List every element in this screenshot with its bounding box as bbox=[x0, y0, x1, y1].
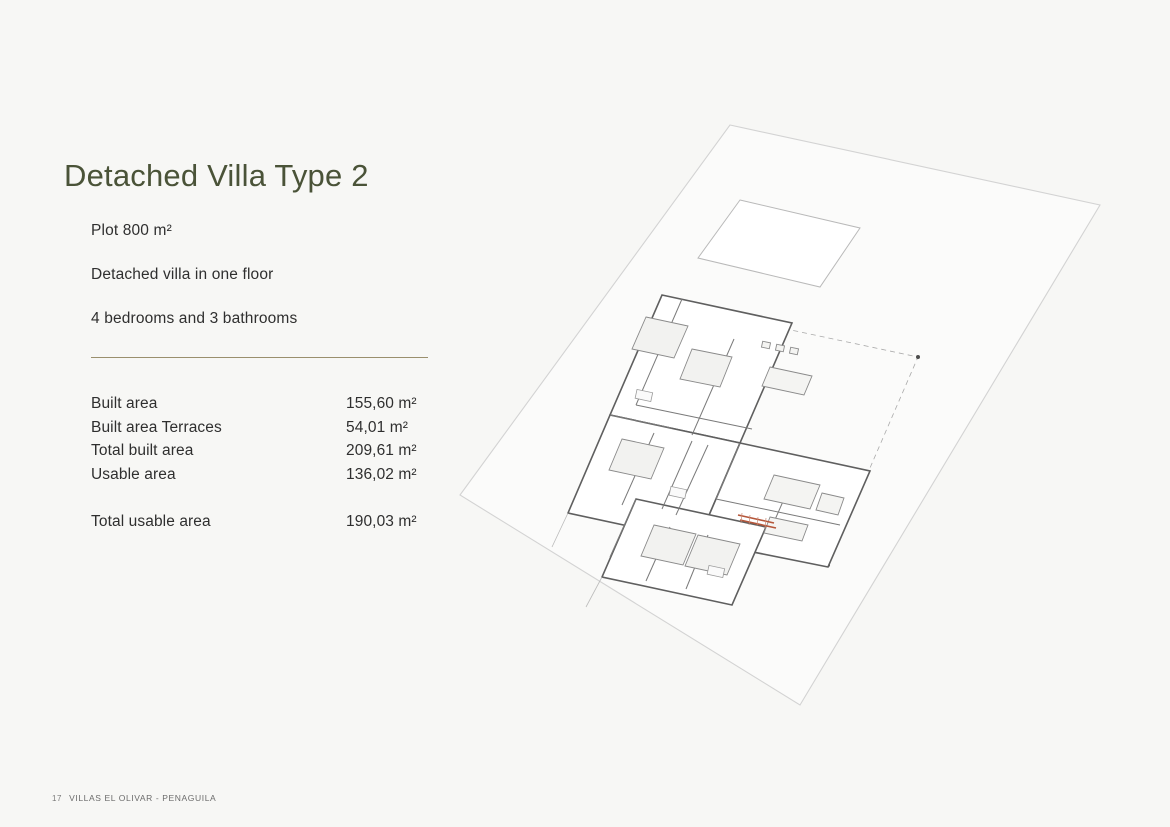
footer-text: VILLAS EL OLIVAR - PENAGUILA bbox=[69, 793, 217, 803]
table-row bbox=[91, 463, 441, 487]
total-usable-area-label: Total usable area bbox=[91, 513, 211, 531]
intro-line-type: Detached villa in one floor bbox=[91, 266, 274, 283]
area-value: 136,02 m² bbox=[346, 465, 417, 483]
area-label: Total built area bbox=[91, 442, 194, 460]
area-value: 209,61 m² bbox=[346, 442, 417, 460]
table-row bbox=[91, 392, 441, 416]
table-row-total bbox=[91, 510, 441, 534]
area-label: Built area Terraces bbox=[91, 418, 222, 436]
area-value: 54,01 m² bbox=[346, 418, 408, 436]
areas-table bbox=[91, 392, 441, 534]
intro-line-plot: Plot 800 m² bbox=[91, 222, 172, 239]
area-label: Usable area bbox=[91, 465, 176, 483]
page-title: Detached Villa Type 2 bbox=[64, 157, 369, 193]
area-value: 155,60 m² bbox=[346, 395, 417, 412]
total-usable-area-value: 190,03 m² bbox=[346, 513, 417, 531]
table-row bbox=[91, 416, 441, 440]
area-label: Built area bbox=[91, 395, 158, 412]
intro-line-rooms: 4 bedrooms and 3 bathrooms bbox=[91, 310, 298, 327]
table-row bbox=[91, 439, 441, 463]
villa-plan-illustration bbox=[440, 95, 1140, 735]
footer bbox=[52, 793, 216, 803]
page-number: 17 bbox=[52, 794, 63, 803]
divider bbox=[91, 357, 428, 358]
